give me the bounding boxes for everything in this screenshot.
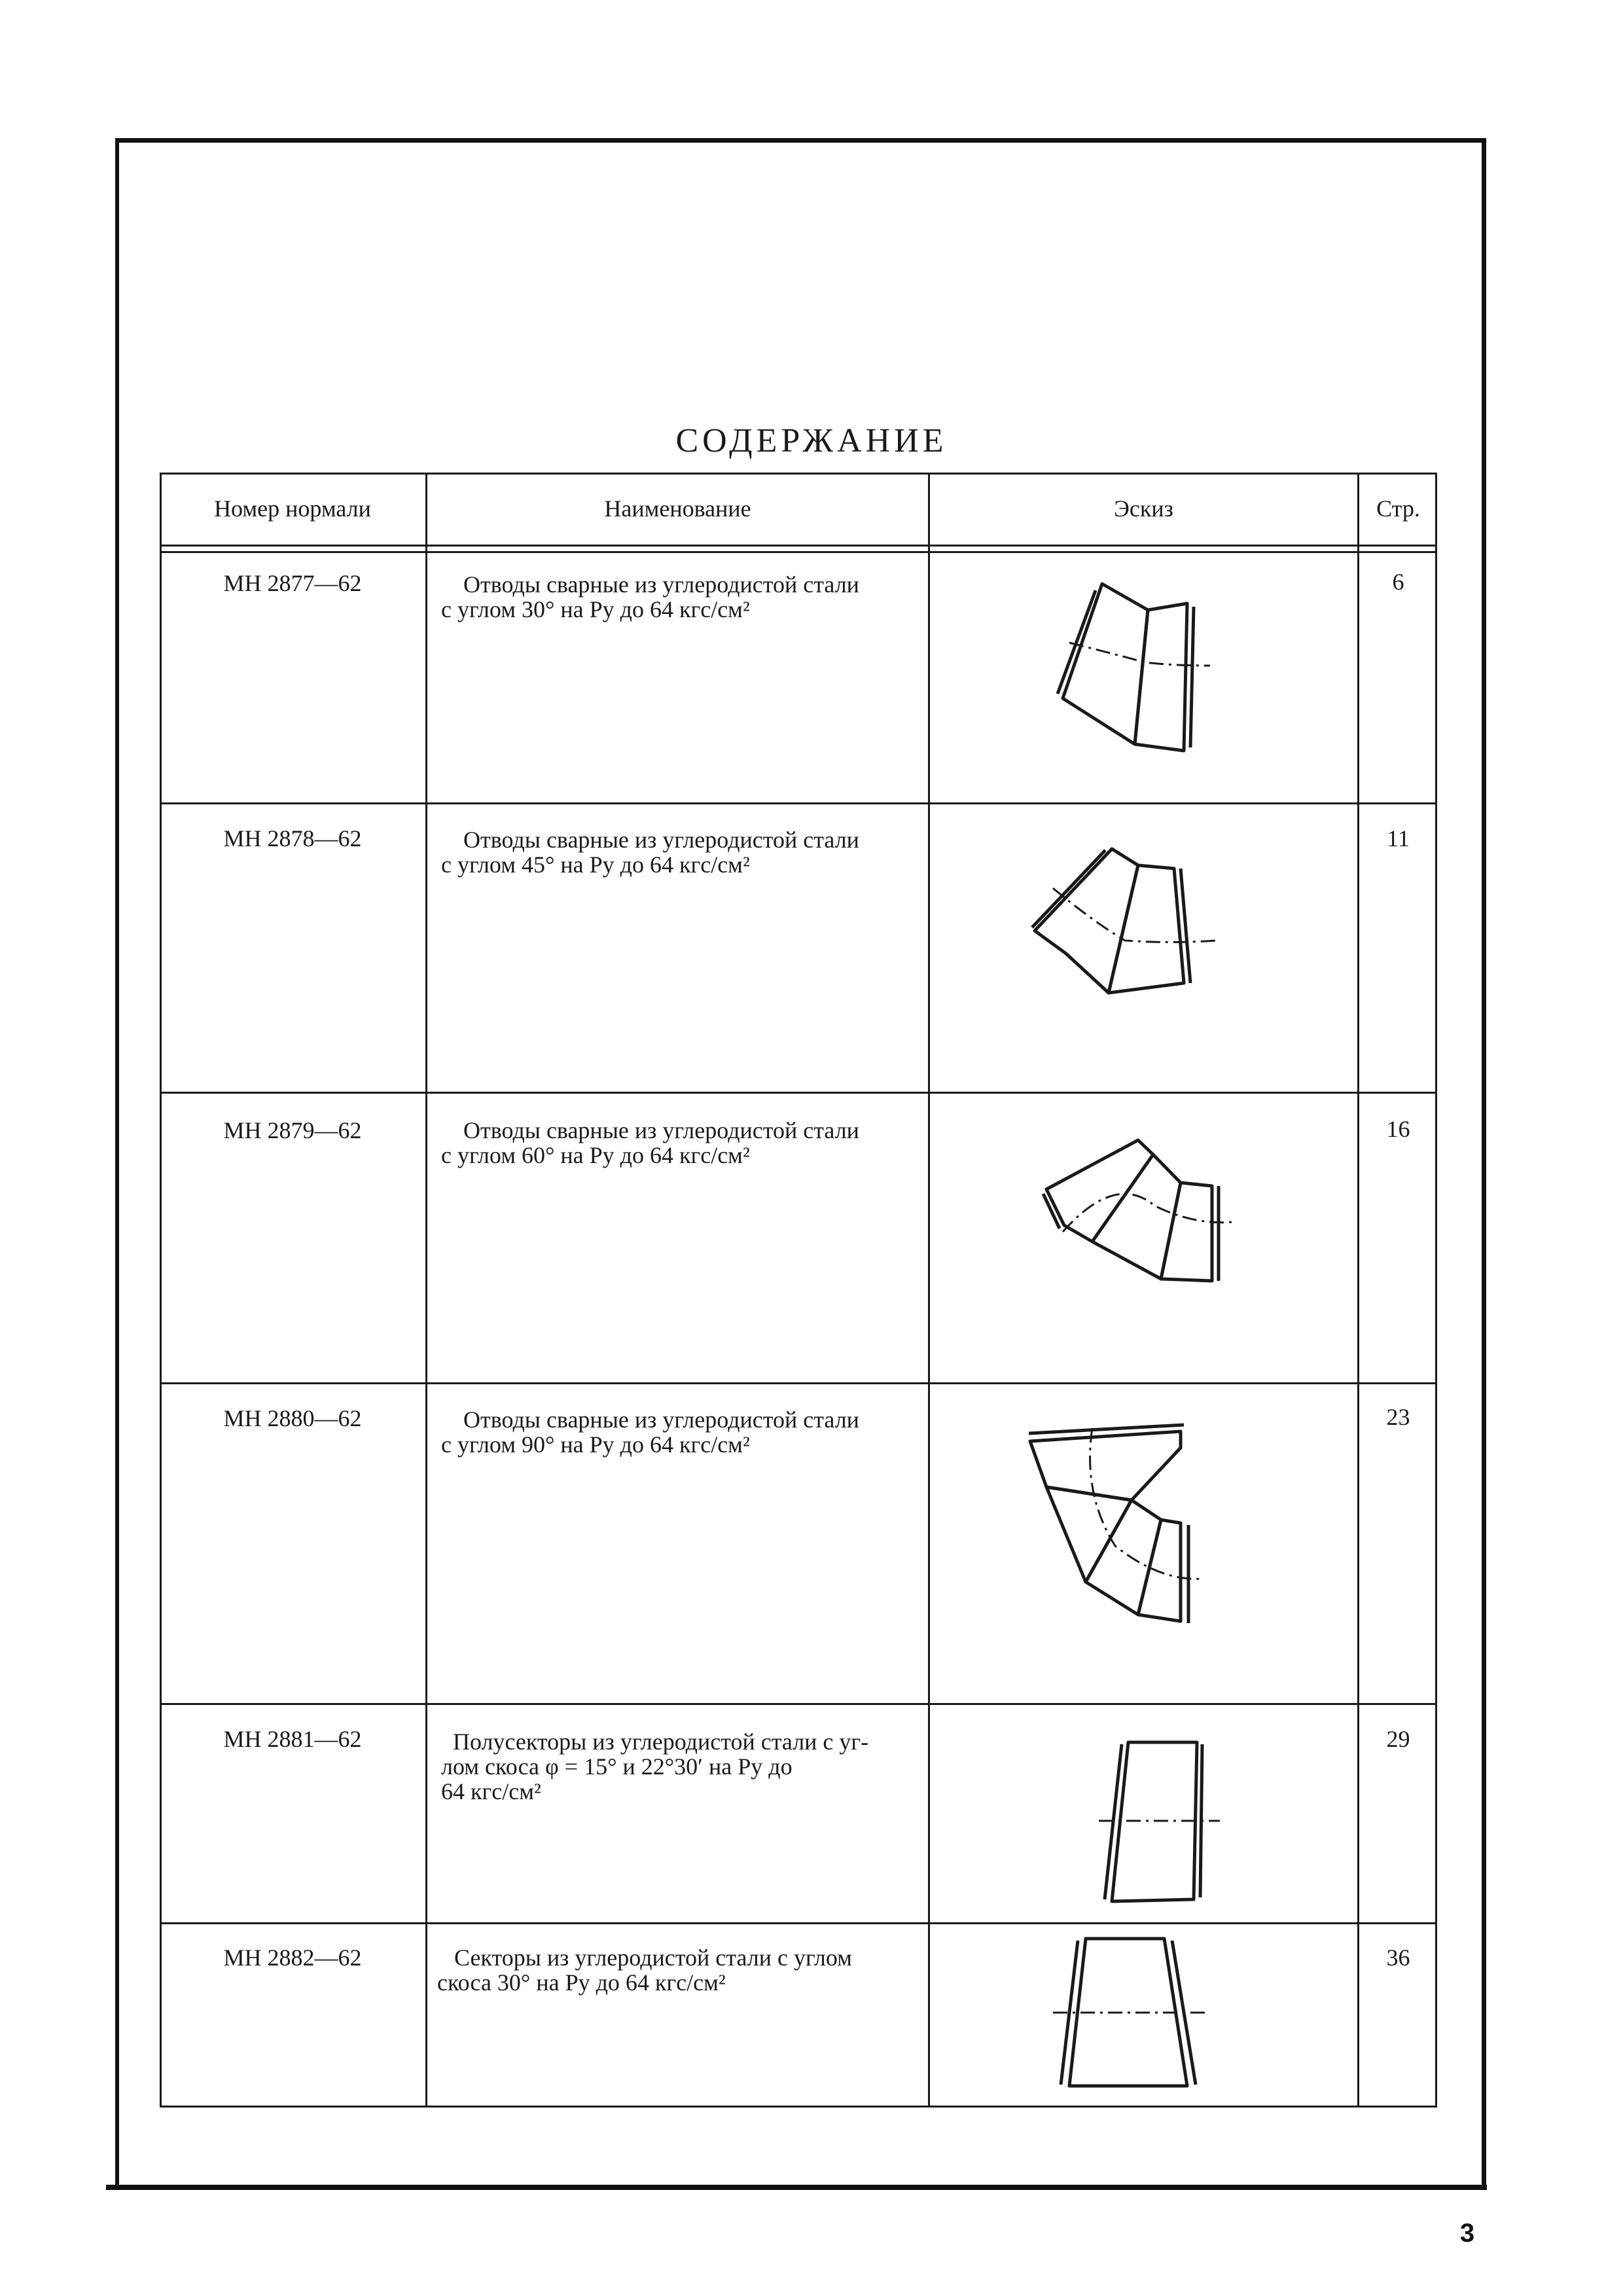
row-name-line: Отводы сварные из углеродистой стали [463, 827, 859, 853]
row-number: МН 2882—62 [223, 1945, 362, 1971]
row-name-line: с углом 30° на Pу до 64 кгс/см² [441, 596, 750, 622]
row-page: 11 [1387, 825, 1410, 852]
row-name-line: Секторы из углеродистой стали с углом [454, 1945, 852, 1971]
row-name [441, 1729, 919, 1804]
row-divider [160, 1703, 1437, 1705]
header-number: Номер нормали [214, 495, 371, 522]
page-title: СОДЕРЖАНИЕ [675, 422, 948, 459]
frame-left-line [115, 138, 119, 2190]
row-name-line: Отводы сварные из углеродистой стали [463, 1407, 859, 1433]
row-page: 6 [1392, 569, 1404, 595]
row-name [441, 1118, 919, 1168]
header-divider [160, 551, 1437, 553]
row-divider [160, 1922, 1437, 1924]
row-number: МН 2877—62 [223, 570, 362, 596]
row-name-line: Отводы сварные из углеродистой стали [463, 1117, 859, 1143]
column-divider [1357, 473, 1359, 2108]
row-name [441, 1407, 919, 1457]
row-name-line: Полусекторы из углеродистой стали с уг- [453, 1729, 869, 1755]
row-name [441, 572, 919, 622]
row-number: МН 2881—62 [223, 1726, 362, 1752]
sector-icon [1046, 1929, 1210, 2106]
frame-bottom-line [106, 2185, 1487, 2190]
row-divider [160, 1382, 1437, 1384]
row-name-line: 64 кгс/см² [441, 1778, 541, 1804]
row-number: МН 2878—62 [223, 825, 362, 852]
row-name-line: с углом 90° на Pу до 64 кгс/см² [441, 1431, 750, 1458]
row-page: 23 [1386, 1404, 1410, 1430]
header-sketch: Эскиз [1114, 495, 1173, 522]
row-name-line: с углом 60° на Pу до 64 кгс/см² [441, 1142, 750, 1168]
row-page: 29 [1386, 1726, 1410, 1752]
row-name-line: Отводы сварные из углеродистой стали [463, 571, 859, 598]
row-name-line: лом скоса φ = 15° и 22°30′ на Pу до [441, 1753, 793, 1780]
row-divider [160, 1092, 1437, 1094]
row-name [428, 1945, 919, 1995]
column-divider [928, 473, 930, 2108]
contents-table [160, 473, 1437, 2108]
row-name-line: с углом 45° на Pу до 64 кгс/см² [441, 852, 750, 878]
page-number: 3 [1459, 2219, 1475, 2248]
frame-right-line [1482, 138, 1486, 2190]
row-divider [160, 802, 1437, 804]
elbow-60-icon [1037, 1121, 1259, 1317]
frame-top-line [118, 138, 1486, 143]
header-divider [160, 545, 1437, 547]
row-name [441, 827, 919, 877]
header-name: Наименование [604, 495, 751, 522]
column-divider [425, 473, 427, 2108]
row-name-line: скоса 30° на Pу до 64 кгс/см² [437, 1969, 726, 1996]
row-page: 36 [1386, 1945, 1410, 1971]
row-page: 16 [1386, 1116, 1410, 1142]
header-page: Стр. [1376, 495, 1420, 522]
elbow-45-icon [1027, 836, 1236, 1045]
row-number: МН 2880—62 [223, 1405, 362, 1431]
half-sector-icon [1096, 1732, 1226, 1909]
row-number: МН 2879—62 [223, 1117, 362, 1143]
elbow-30-icon [1050, 571, 1233, 767]
elbow-90-icon [1024, 1415, 1259, 1651]
